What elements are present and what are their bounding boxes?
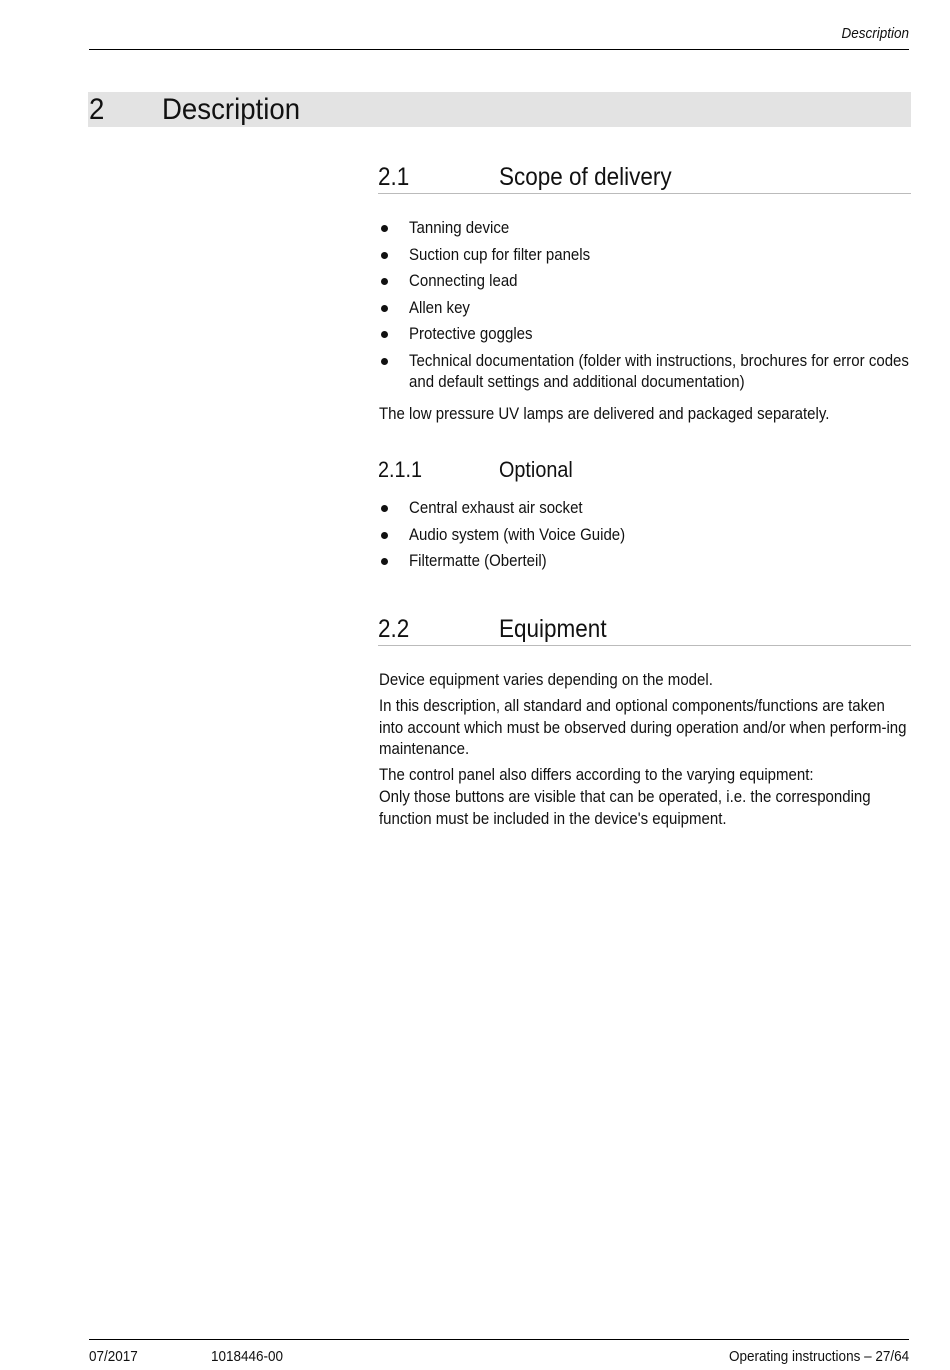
bullet-icon [381,532,388,539]
subsection-title: Optional [499,457,573,482]
bullet-icon [381,278,388,285]
footer-date: 07/2017 [89,1348,138,1365]
chapter-heading [88,92,911,127]
list-item: Protective goggles [379,324,911,346]
delivery-note: The low pressure UV lamps are delivered and packaged separately. [379,405,830,423]
bullet-icon [381,305,388,312]
list-item: Suction cup for filter panels [379,245,911,267]
chapter-title: Description [162,93,301,126]
bullet-icon [381,358,388,365]
equipment-paragraph: In this description, all standard and optional components/functions are taken into account which must be observed during operation and/or when perform-ing maintenance. [379,697,907,758]
header-title: Description [841,25,909,42]
chapter-number: 2 [89,93,105,126]
page-footer [89,1339,909,1365]
subsection-number: 2.1.1 [378,457,423,482]
section-number: 2.2 [378,615,410,643]
section-title: Scope of delivery [499,163,672,191]
equipment-paragraph: Only those buttons are visible that can be operated, i.e. the corresponding function must be included in the device's equipment. [379,788,871,828]
footer-doc-number: 1018446-00 [211,1348,284,1365]
list-item: Filtermatte (Oberteil) [379,551,911,573]
section-number: 2.1 [378,163,410,191]
list-item: Central exhaust air socket [379,498,911,520]
bullet-icon [381,331,388,338]
list-item: Allen key [379,298,911,320]
equipment-paragraph: Device equipment varies depending on the model. [379,671,713,689]
list-item: Tanning device [379,218,911,240]
section-heading-equipment [378,615,911,646]
list-item: Connecting lead [379,271,911,293]
equipment-paragraph: The control panel also differs according to the varying equipment: [379,766,814,784]
page-header [89,22,909,50]
section-title: Equipment [499,615,607,643]
scope-of-delivery-list [379,218,911,399]
bullet-icon [381,225,388,232]
subsection-heading-optional [378,457,911,485]
bullet-icon [381,558,388,565]
list-item: Audio system (with Voice Guide) [379,525,911,547]
footer-page-number: Operating instructions – 27/64 [728,1348,909,1365]
optional-list [379,498,911,578]
bullet-icon [381,252,388,259]
list-item: Technical documentation (folder with instructions, brochures for error codes and default settings and additional documentation) [379,351,911,394]
bullet-icon [381,505,388,512]
section-heading-scope-of-delivery [378,163,911,194]
